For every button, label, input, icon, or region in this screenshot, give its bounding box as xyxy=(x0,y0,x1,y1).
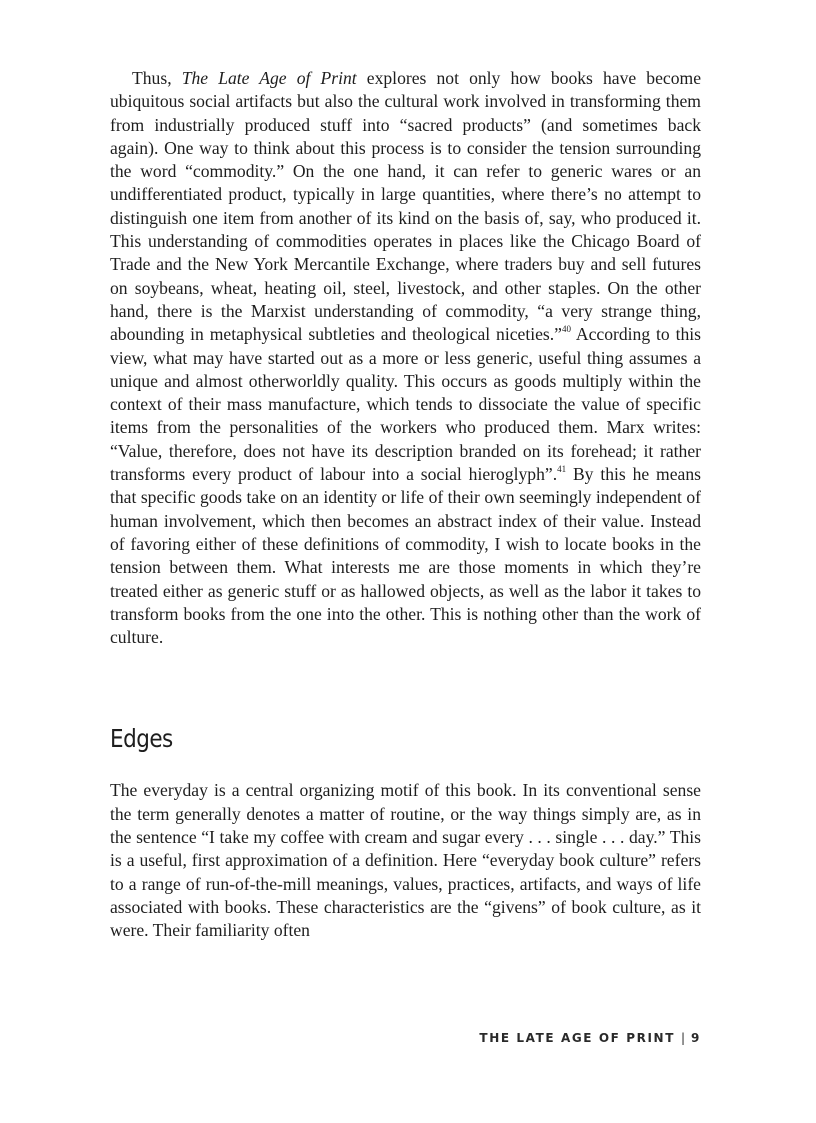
paragraph-text: By this he means that specific goods take on an identity or life of their own seemingly independent of human involvement, which then becomes an abstract index of their value. Instead of favoring either of these definitions of commodity, I wish to locate books in the tension between them. What interests me are those moments in which they’re treated either as generic stuff or as hallowed objects, as well as the labor it takes to transform books from the one into the other. This is nothing other than the work of culture. xyxy=(110,464,701,648)
paragraph-text: According to this view, what may have started out as a more or less generic, useful thing assumes a unique and almost otherworldly quality. This occurs as goods multiply within the context of their mass manufacture, which tends to dissociate the value of specific items from the personalities of the workers who produced them. Marx writes: “Value, therefore, does not have its description branded on its forehead; it rather transforms every product of labour into a social hieroglyph”. xyxy=(110,324,701,485)
section-heading: Edges xyxy=(110,724,173,754)
page-body xyxy=(110,67,701,943)
footnote-ref[interactable]: 40 xyxy=(561,324,571,335)
running-title: THE LATE AGE OF PRINT xyxy=(479,1031,675,1045)
footer-separator: | xyxy=(681,1031,686,1045)
paragraph-text: explores not only how books have become ubiquitous social artifacts but also the cultural work involved in transforming them from industrially produced stuff into “sacred products” (and sometimes back again). One way to think about this process is to consider the tension surrounding the word “commodity.” On the one hand, it can refer to generic wares or an undifferentiated product, typically in large quantities, where there’s no attempt to distinguish one item from another of its kind on the basis of, say, who produced it. This understanding of commodities operates in places like the Chicago Board of Trade and the New York Mercantile Exchange, where traders buy and sell futures on soybeans, wheat, heating oil, steel, livestock, and other staples. On the other hand, there is the Marxist understanding of commodity, “a very strange thing, abounding in metaphysical subtleties and theological niceties.” xyxy=(110,68,702,345)
footnote-ref[interactable]: 41 xyxy=(557,464,567,475)
paragraph-everyday: The everyday is a central organizing motif of this book. In its conventional sense the term generally denotes a matter of routine, or the way things simply are, as in the sentence “I take my coffee with cream and sugar every . . . single . . . day.” This is a useful, first approximation of a definition. Here “everyday book culture” refers to a range of run-of-the-mill meanings, values, practices, artifacts, and ways of life associated with books. These characteristics are the “givens” of book culture, as it were. Their familiarity often xyxy=(110,780,701,941)
paragraph-lead: Thus, xyxy=(132,68,182,88)
book-title: The Late Age of Print xyxy=(181,68,357,88)
paragraph-commodity xyxy=(110,67,701,649)
running-footer xyxy=(110,1031,701,1045)
page-number: 9 xyxy=(691,1031,701,1045)
